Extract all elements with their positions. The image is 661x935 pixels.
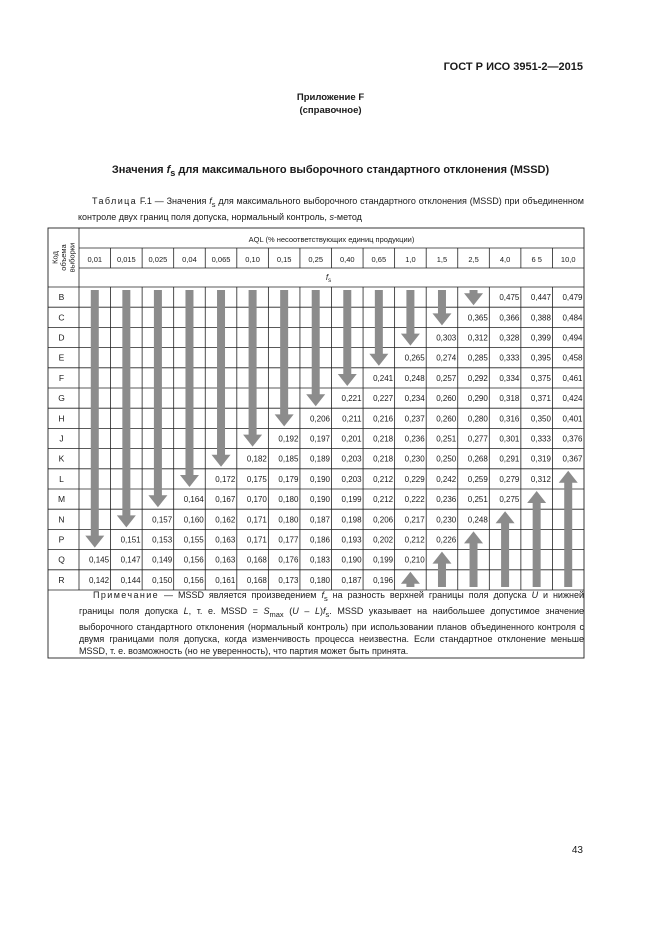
up-arrow-icon xyxy=(464,531,483,587)
mssd-value: 0,333 xyxy=(530,434,551,444)
mssd-value: 0,142 xyxy=(89,575,110,585)
mssd-value: 0,350 xyxy=(530,414,551,424)
aql-value: 0,15 xyxy=(276,255,292,264)
aql-value: 0,01 xyxy=(87,255,103,264)
mssd-value: 0,494 xyxy=(562,333,583,343)
code-header: Кодобъемавыборки xyxy=(50,242,77,273)
mssd-value: 0,279 xyxy=(499,474,520,484)
mssd-value: 0,180 xyxy=(278,495,299,505)
mssd-value: 0,257 xyxy=(436,373,457,383)
mssd-value: 0,197 xyxy=(309,434,330,444)
mssd-value: 0,175 xyxy=(246,474,267,484)
aql-header: AQL (% несоответствующих единиц продукции) xyxy=(248,235,415,244)
mssd-value: 0,155 xyxy=(183,535,204,545)
mssd-value: 0,251 xyxy=(467,495,488,505)
mssd-value: 0,251 xyxy=(436,434,457,444)
sample-size-code: L xyxy=(59,473,64,484)
mssd-value: 0,280 xyxy=(467,414,488,424)
mssd-value: 0,203 xyxy=(341,474,362,484)
down-arrow-icon xyxy=(306,290,325,406)
mssd-value: 0,290 xyxy=(467,394,488,404)
up-arrow-icon xyxy=(527,491,546,587)
mssd-value: 0,334 xyxy=(499,373,520,383)
mssd-value: 0,206 xyxy=(373,515,394,525)
mssd-value: 0,221 xyxy=(341,394,362,404)
mssd-value: 0,292 xyxy=(467,373,488,383)
mssd-value: 0,268 xyxy=(467,454,488,464)
down-arrow-icon xyxy=(212,290,231,467)
mssd-value: 0,424 xyxy=(562,394,583,404)
mssd-value: 0,180 xyxy=(278,515,299,525)
mssd-value: 0,187 xyxy=(341,575,362,585)
aql-value: 6 5 xyxy=(531,255,542,264)
table-note: Примечание — MSSD является произведением $f_s$ на разность верхней границы поля допуска U и нижней границы поля допуска L, т. е. MSSD = $S_{max}$ $(U - L)f_s$. MSSD указывает на наибольшее допустимое значение выборочного стандартного отклонения (нормальный контроль) при использовании планов объединенного контроля с двумя границами поля допуска, когда изменчивость процесса неизвестна. Если стандартное отклонение меньше MSSD, т. е. возможность (но не уверенность), что партия может быть принята. xyxy=(79,590,585,657)
mssd-value: 0,206 xyxy=(309,414,330,424)
mssd-value: 0,182 xyxy=(246,454,267,464)
mssd-value: 0,149 xyxy=(152,555,173,565)
mssd-value: 0,388 xyxy=(530,313,551,323)
section-heading: Значения $f_s$ для максимального выборочного стандартного отклонения (MSSD) xyxy=(111,164,550,179)
down-arrow-icon xyxy=(338,290,357,386)
aql-value: 0,025 xyxy=(148,255,168,264)
mssd-value: 0,301 xyxy=(499,434,520,444)
sample-size-code: D xyxy=(58,332,65,343)
document-header: ГОСТ Р ИСО 3951-2—2015 xyxy=(443,61,583,73)
mssd-value: 0,277 xyxy=(467,434,488,444)
mssd-value: 0,461 xyxy=(562,373,583,383)
down-arrow-icon xyxy=(180,290,199,487)
mssd-value: 0,202 xyxy=(373,535,394,545)
mssd-value: 0,199 xyxy=(341,495,362,505)
mssd-value: 0,201 xyxy=(341,434,362,444)
aql-value: 0,10 xyxy=(245,255,260,264)
mssd-value: 0,236 xyxy=(436,495,457,505)
mssd-value: 0,229 xyxy=(404,474,425,484)
mssd-value: 0,333 xyxy=(499,353,520,363)
mssd-value: 0,210 xyxy=(404,555,425,565)
mssd-value: 0,479 xyxy=(562,293,583,303)
mssd-value: 0,365 xyxy=(467,313,488,323)
mssd-value: 0,156 xyxy=(183,575,204,585)
mssd-value: 0,312 xyxy=(467,333,488,343)
down-arrow-icon xyxy=(148,290,167,507)
mssd-value: 0,226 xyxy=(436,535,457,545)
mssd-value: 0,199 xyxy=(373,555,394,565)
mssd-value: 0,185 xyxy=(278,454,299,464)
mssd-value: 0,183 xyxy=(309,555,330,565)
aql-value: 10,0 xyxy=(560,255,576,264)
sample-size-code: N xyxy=(58,514,65,525)
mssd-value: 0,395 xyxy=(530,353,551,363)
mssd-value: 0,190 xyxy=(341,555,362,565)
mssd-value: 0,167 xyxy=(215,495,236,505)
mssd-value: 0,318 xyxy=(499,394,520,404)
mssd-value: 0,227 xyxy=(373,394,394,404)
mssd-value: 0,316 xyxy=(499,414,520,424)
aql-value: 2,5 xyxy=(468,255,479,264)
sample-size-code: M xyxy=(57,494,66,505)
mssd-value: 0,399 xyxy=(530,333,551,343)
mssd-value: 0,216 xyxy=(373,414,394,424)
mssd-value: 0,250 xyxy=(436,454,457,464)
mssd-value: 0,179 xyxy=(278,474,299,484)
mssd-value: 0,484 xyxy=(562,313,583,323)
mssd-value: 0,366 xyxy=(499,313,520,323)
mssd-value: 0,230 xyxy=(436,515,457,525)
sample-size-code: B xyxy=(58,292,65,303)
mssd-value: 0,187 xyxy=(309,515,330,525)
mssd-value: 0,172 xyxy=(215,474,236,484)
mssd-value: 0,163 xyxy=(215,535,236,545)
annex-title: Приложение F xyxy=(296,92,365,103)
mssd-value: 0,163 xyxy=(215,555,236,565)
mssd-value: 0,162 xyxy=(215,515,236,525)
sample-size-code: R xyxy=(58,574,65,585)
mssd-value: 0,147 xyxy=(120,555,141,565)
down-arrow-icon xyxy=(243,290,262,447)
mssd-value: 0,259 xyxy=(467,474,488,484)
mssd-value: 0,173 xyxy=(278,575,299,585)
mssd-value: 0,312 xyxy=(530,474,551,484)
mssd-value: 0,212 xyxy=(373,495,394,505)
mssd-value: 0,180 xyxy=(309,575,330,585)
up-arrow-icon xyxy=(432,552,451,587)
down-arrow-icon xyxy=(464,290,483,305)
fs-symbol: $f_s$ xyxy=(325,273,332,284)
mssd-value: 0,265 xyxy=(404,353,425,363)
aql-value: 0,65 xyxy=(371,255,387,264)
aql-value: 4,0 xyxy=(499,255,511,264)
mssd-value: 0,234 xyxy=(404,394,425,404)
mssd-value: 0,196 xyxy=(373,575,394,585)
mssd-value: 0,186 xyxy=(309,535,330,545)
mssd-value: 0,237 xyxy=(404,414,425,424)
mssd-value: 0,164 xyxy=(183,495,204,505)
mssd-value: 0,241 xyxy=(373,373,394,383)
mssd-value: 0,319 xyxy=(530,454,551,464)
mssd-value: 0,168 xyxy=(246,575,267,585)
mssd-value: 0,230 xyxy=(404,454,425,464)
sample-size-code: J xyxy=(59,433,64,444)
mssd-value: 0,212 xyxy=(404,535,425,545)
mssd-value: 0,161 xyxy=(215,575,236,585)
mssd-value: 0,145 xyxy=(89,555,110,565)
aql-value: 0,065 xyxy=(211,255,231,264)
mssd-value: 0,475 xyxy=(499,293,520,303)
mssd-value: 0,203 xyxy=(341,454,362,464)
sample-size-code: E xyxy=(58,352,65,363)
mssd-value: 0,274 xyxy=(436,353,457,363)
aql-value: 0,40 xyxy=(339,255,355,264)
sample-size-code: K xyxy=(58,453,65,464)
down-arrow-icon xyxy=(117,290,136,527)
mssd-value: 0,144 xyxy=(120,575,141,585)
table-caption: Таблица F.1 — Значения $f_s$ для максимального выборочного стандартного отклонения (MSSD) при объединенном контроле двух границ поля допуска, нормальный контроль, s-метод xyxy=(78,196,584,222)
mssd-value: 0,176 xyxy=(278,555,299,565)
mssd-value: 0,217 xyxy=(404,515,425,525)
aql-value: 1,0 xyxy=(405,255,416,264)
sample-size-code: F xyxy=(58,372,65,383)
up-arrow-icon xyxy=(559,471,578,587)
mssd-value: 0,248 xyxy=(467,515,488,525)
aql-value: 0,015 xyxy=(116,255,136,264)
up-arrow-icon xyxy=(496,511,515,587)
mssd-value: 0,150 xyxy=(152,575,173,585)
mssd-value: 0,192 xyxy=(278,434,299,444)
aql-value: 0,25 xyxy=(308,255,324,264)
mssd-value: 0,153 xyxy=(152,535,173,545)
mssd-value: 0,218 xyxy=(373,454,394,464)
down-arrow-icon xyxy=(275,290,294,426)
sample-size-code: P xyxy=(58,534,65,545)
mssd-value: 0,447 xyxy=(530,293,551,303)
sample-size-code: H xyxy=(58,413,65,424)
mssd-value: 0,242 xyxy=(436,474,457,484)
mssd-value: 0,156 xyxy=(183,555,204,565)
mssd-value: 0,375 xyxy=(530,373,551,383)
down-arrow-icon xyxy=(432,290,451,325)
annex-subtitle: (справочное) xyxy=(299,105,362,116)
mssd-value: 0,376 xyxy=(562,434,583,444)
mssd-value: 0,189 xyxy=(309,454,330,464)
mssd-value: 0,371 xyxy=(530,394,551,404)
mssd-value: 0,248 xyxy=(404,373,425,383)
mssd-value: 0,285 xyxy=(467,353,488,363)
mssd-value: 0,458 xyxy=(562,353,583,363)
mssd-value: 0,170 xyxy=(246,495,267,505)
mssd-value: 0,171 xyxy=(246,535,267,545)
mssd-value: 0,328 xyxy=(499,333,520,343)
mssd-value: 0,160 xyxy=(183,515,204,525)
mssd-value: 0,190 xyxy=(309,474,330,484)
mssd-value: 0,157 xyxy=(152,515,173,525)
up-arrow-icon xyxy=(401,572,420,587)
mssd-value: 0,260 xyxy=(436,394,457,404)
mssd-value: 0,291 xyxy=(499,454,520,464)
mssd-value: 0,177 xyxy=(278,535,299,545)
mssd-value: 0,168 xyxy=(246,555,267,565)
mssd-value: 0,236 xyxy=(404,434,425,444)
aql-value: 1,5 xyxy=(436,255,448,264)
mssd-value: 0,401 xyxy=(562,414,583,424)
mssd-value: 0,198 xyxy=(341,515,362,525)
down-arrow-icon xyxy=(85,290,104,548)
sample-size-code: Q xyxy=(58,554,65,565)
mssd-value: 0,211 xyxy=(342,414,362,424)
sample-size-code: C xyxy=(58,312,65,323)
down-arrow-icon xyxy=(369,290,388,366)
mssd-value: 0,260 xyxy=(436,414,457,424)
mssd-value: 0,218 xyxy=(373,434,394,444)
mssd-value: 0,222 xyxy=(404,495,425,505)
mssd-value: 0,275 xyxy=(499,495,520,505)
mssd-value: 0,151 xyxy=(120,535,141,545)
mssd-value: 0,190 xyxy=(309,495,330,505)
mssd-value: 0,212 xyxy=(373,474,394,484)
sample-size-code: G xyxy=(58,393,65,404)
mssd-value: 0,193 xyxy=(341,535,362,545)
mssd-value: 0,367 xyxy=(562,454,583,464)
aql-value: 0,04 xyxy=(182,255,197,264)
page-number: 43 xyxy=(571,845,583,856)
mssd-value: 0,171 xyxy=(246,515,267,525)
mssd-value: 0,303 xyxy=(436,333,457,343)
down-arrow-icon xyxy=(401,290,420,346)
